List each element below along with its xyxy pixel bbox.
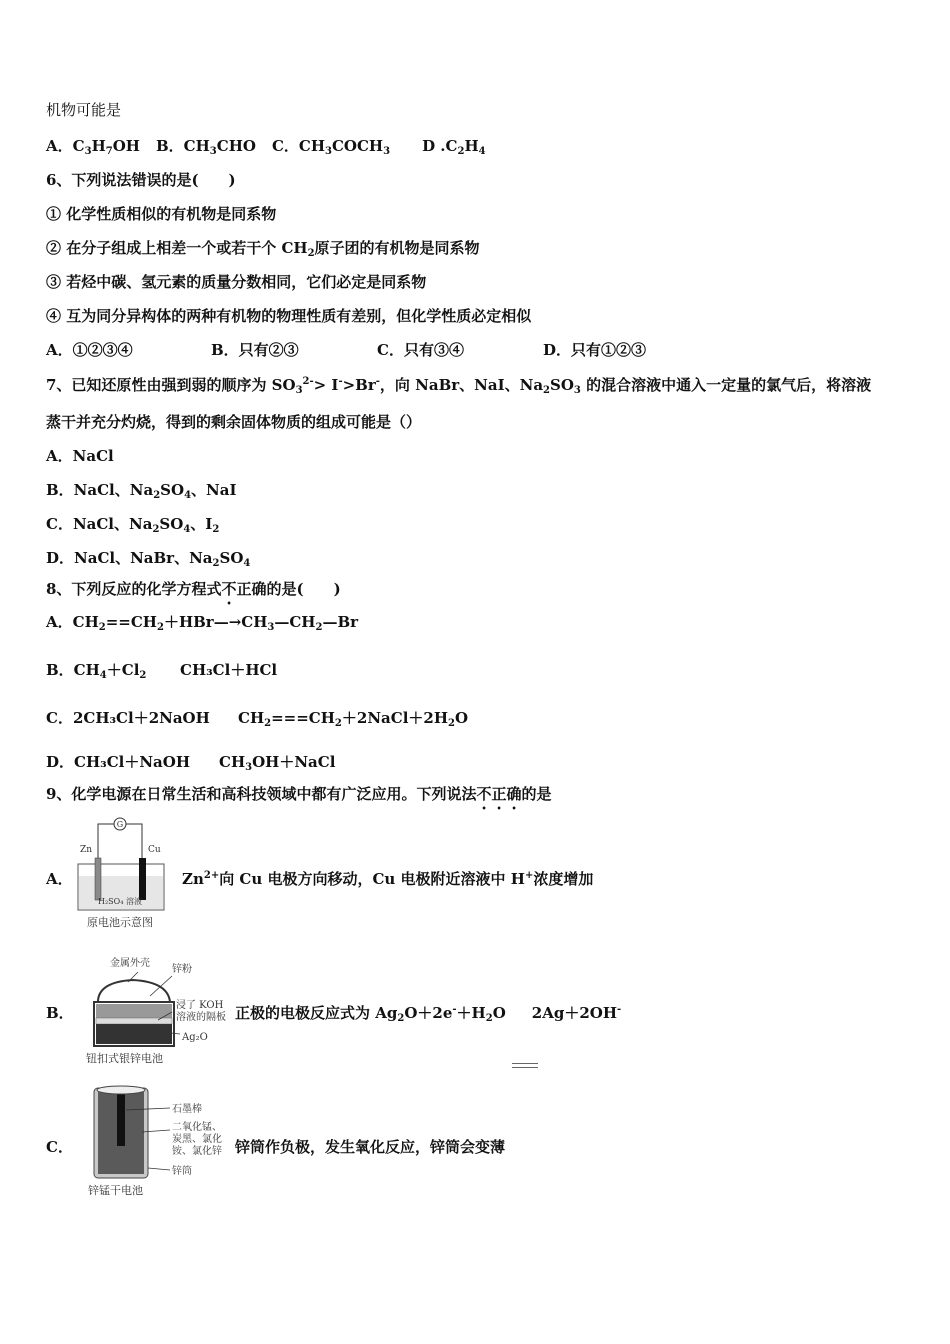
q9-option-b-text: 正极的电极反应式为 $Ag_2O+2e^-+H_2O$ 2Ag＋2OH- (235, 1004, 622, 1024)
q6-statement-1: ① 化学性质相似的有机物是同系物 (46, 205, 277, 223)
paste-label-1: 二氧化锰、 (172, 1122, 222, 1133)
zn-label: Zn (80, 845, 93, 855)
button-cell-figure (78, 952, 234, 1068)
zinc-powder-label: 锌粉 (172, 964, 192, 975)
q6-option-b: B．只有②③ (211, 341, 299, 359)
can-label: 锌筒 (172, 1166, 192, 1177)
q6-statement-2: ② 在分子组成上相差一个或若干个 $CH_2$原子团的有机物是同系物 (46, 239, 480, 259)
q7-option-d: D．NaCl、NaBr、$Na_2SO_4$ (46, 549, 251, 569)
separator-label-1: 浸了 KOH (176, 1000, 224, 1011)
silver-oxide-layer (96, 1024, 172, 1044)
q6-statement-4: ④ 互为同分异构体的两种有机物的物理性质有差别，但化学性质必定相似 (46, 307, 532, 325)
q7-stem-line1: 7、已知还原性由强到弱的顺序为 $SO_3^{2-}> I^->Br^-$，向 NaBr、NaI、$Na_2SO_3$ 的混合溶液中通入一定量的氯气后，将溶液 (46, 376, 872, 396)
q5-opt-c: C．$CH_3COCH_3$ (271, 137, 391, 157)
q7-option-a: A．NaCl (46, 447, 114, 465)
q8-option-b: B．$CH_4+Cl_2$ (46, 661, 147, 681)
metal-shell (98, 980, 170, 1002)
q8-stem: 8、下列反应的化学方程式不正确的是( ) (46, 580, 341, 598)
solution-label: H₂SO₄ 溶液 (98, 897, 142, 906)
oxide-label: Ag₂O (182, 1032, 208, 1043)
separator-label-2: 溶液的隔板 (176, 1012, 226, 1023)
q6-stem: 6、下列说法错误的是( ) (46, 171, 236, 189)
q8-option-a: A．$CH_2==CH_2+HBr—\to CH_3—CH_2—Br$ (46, 613, 359, 633)
q8-option-d-left: D．CH₃Cl＋NaOH (46, 753, 190, 771)
button-cell-caption: 钮扣式银锌电池 (86, 1052, 163, 1065)
q8-option-c-left: C．2CH₃Cl＋2NaOH (46, 709, 210, 727)
q8-option-c-product: $CH_2===CH_2+2NaCl+2H_2O$ (238, 709, 469, 729)
cu-label: Cu (148, 845, 161, 855)
q5-options (46, 136, 486, 156)
galvanometer-label: G (116, 820, 124, 829)
galvanic-cell-figure (72, 814, 172, 932)
q6-option-c: C．只有③④ (377, 341, 464, 359)
q5-opt-a: A．$C_3H_7OH$ (46, 137, 140, 157)
q8-option-b-product: CH₃Cl＋HCl (180, 661, 278, 679)
q9-stem: 9、化学电源在日常生活和高科技领域中都有广泛应用。下列说法不正确的是 (46, 785, 552, 803)
q7-stem-line2: 蒸干并充分灼烧，得到的剩余固体物质的组成可能是（） (46, 413, 422, 431)
q9-option-c-text: 锌筒作负极，发生氧化反应，锌筒会变薄 (235, 1138, 506, 1156)
dry-cell-caption: 锌锰干电池 (88, 1184, 143, 1197)
shell-label: 金属外壳 (110, 958, 150, 969)
q9-option-a-text: $Zn^{2+}$向 Cu 电极方向移动，Cu 电极附近溶液中 H+浓度增加 (182, 870, 594, 888)
intro-text: 机物可能是 (46, 101, 122, 119)
q5-opt-d: D $.C_2H_4$ (422, 137, 486, 157)
q9-option-c-label: C． (46, 1138, 73, 1156)
zinc-powder-layer (96, 1004, 172, 1018)
q6-statement-3: ③ 若烃中碳、氢元素的质量分数相同，它们必定是同系物 (46, 273, 427, 291)
q8-option-d-product: $CH_3OH+NaCl$ (219, 753, 336, 773)
q9-option-b-label: B． (46, 1004, 74, 1022)
graphite-rod (117, 1086, 125, 1146)
q7-option-b: B．NaCl、$Na_2SO_4$、NaI (46, 481, 237, 501)
q7-option-c: C．NaCl、$Na_2SO_4$、$I_2$ (46, 515, 220, 535)
q5-opt-b: B．$CH_3CHO$ (155, 137, 256, 157)
dry-cell-figure (82, 1082, 232, 1200)
galvanic-cell-caption: 原电池示意图 (87, 916, 153, 929)
reaction-condition-mark (512, 1063, 538, 1068)
q6-option-d: D．只有①②③ (543, 341, 647, 359)
zinc-electrode (95, 858, 101, 900)
rod-label: 石墨棒 (172, 1104, 202, 1115)
paste-label-2: 炭黑、氯化 (172, 1134, 222, 1145)
q6-option-a: A．①②③④ (46, 341, 133, 359)
q9-option-a-label: A． (46, 870, 73, 888)
paste-label-3: 铵、氯化锌 (172, 1146, 222, 1157)
copper-electrode (139, 858, 146, 900)
